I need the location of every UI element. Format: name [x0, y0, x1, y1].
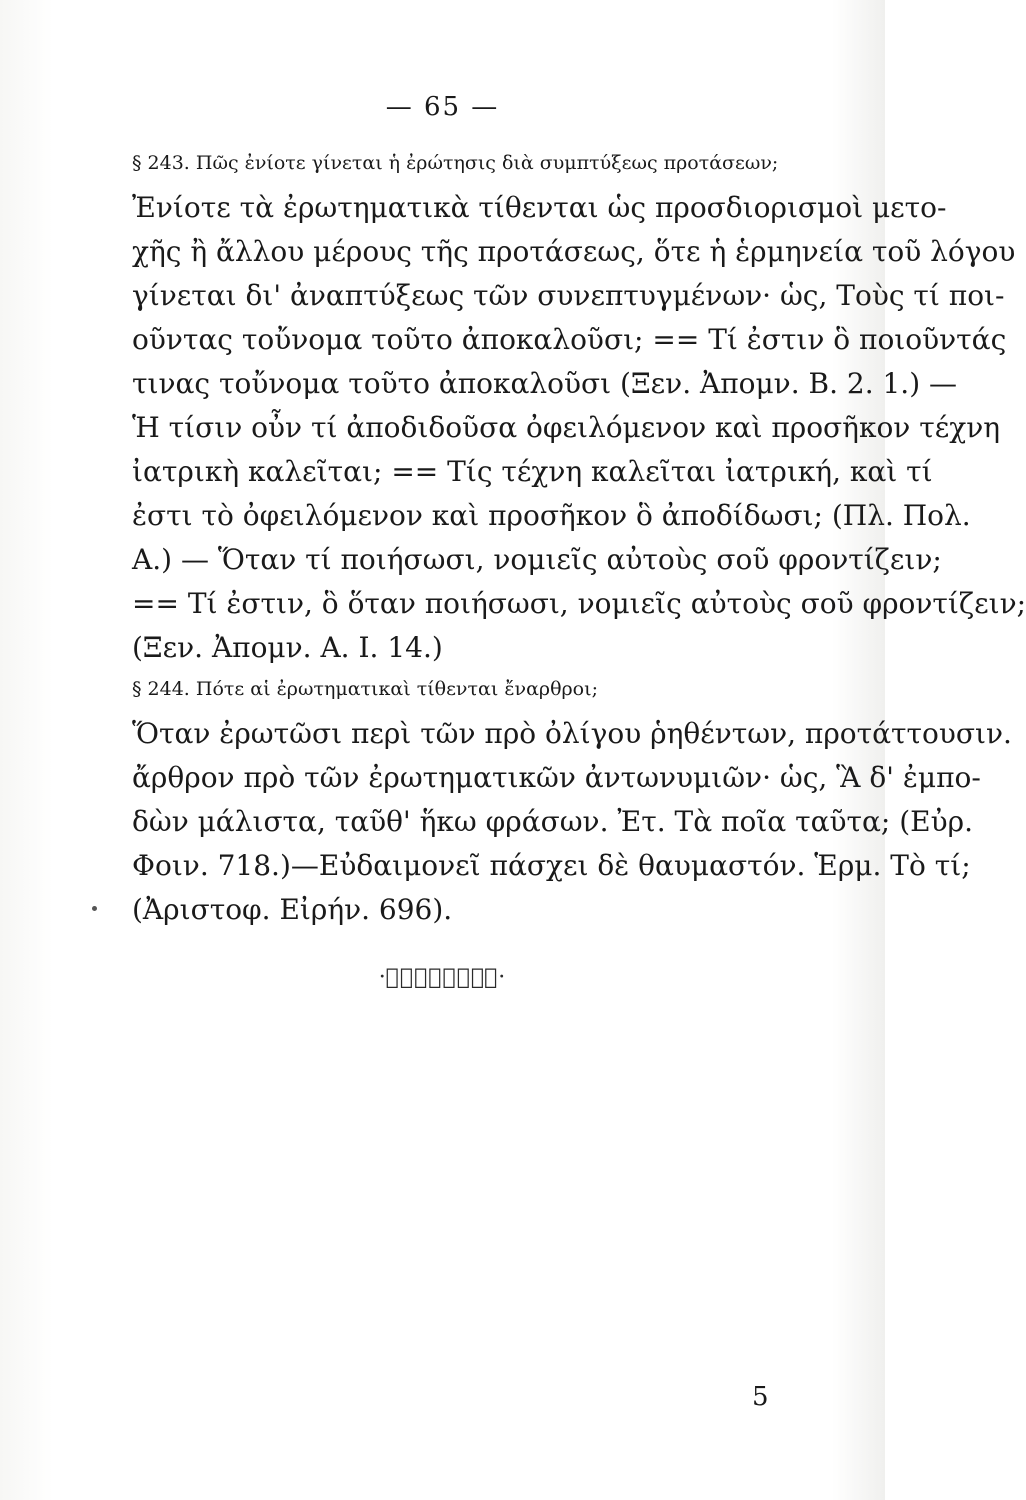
text-line: ἄρθρον πρὸ τῶν ἐρωτηματικῶν ἀντωνυμιῶν· ὡς, Ἃ δ' ἐμπο- — [132, 761, 981, 794]
text-line: (Ἀριστοφ. Εἰρήν. 696). — [132, 893, 453, 926]
text-line: ἰατρικὴ καλεῖται; == Τίς τέχνη καλεῖται ἰατρική, καὶ τί — [132, 455, 933, 488]
text-line: == Τί ἐστιν, ὃ ὅταν ποιήσωσι, νομιεῖς αὐτοὺς σοῦ φροντίζειν; — [132, 587, 1026, 620]
section-paragraph-243 — [132, 186, 1026, 670]
section-heading-243: § 243. Πῶς ἐνίοτε γίνεται ἡ ἐρώτησις διὰ συμπτύξεως προτάσεων; — [132, 152, 779, 174]
ink-dot — [92, 906, 97, 911]
text-line: Ἐνίοτε τὰ ἐρωτηματικὰ τίθενται ὡς προσδιορισμοὶ μετο- — [132, 191, 947, 224]
text-line: γίνεται δι' ἀναπτύξεως τῶν συνεπτυγμένων· ὡς, Τοὺς τί ποι- — [132, 279, 1005, 312]
text-line: τινας τοὔνομα τοῦτο ἀποκαλοῦσι (Ξεν. Ἀπομν. Β. 2. 1.) — — [132, 367, 958, 400]
text-line: δὼν μάλιστα, ταῦθ' ἥκω φράσων. Ἐτ. Τὰ ποῖα ταῦτα; (Εὐρ. — [132, 805, 973, 838]
signature-mark: 5 — [752, 1382, 769, 1412]
section-paragraph-244 — [132, 712, 1012, 932]
text-line: ἐστι τὸ ὀφειλόμενον καὶ προσῆκον ὃ ἀποδίδωσι; (Πλ. Πολ. — [132, 499, 971, 532]
section-heading-244: § 244. Πότε αἱ ἐρωτηματικαὶ τίθενται ἔναρθροι; — [132, 678, 598, 700]
page-body — [132, 148, 1026, 932]
text-line: οῦντας τοὔνομα τοῦτο ἀποκαλοῦσι; == Τί ἐστιν ὃ ποιοῦντάς — [132, 323, 1007, 356]
text-line: Φοιν. 718.)—Εὐδαιμονεῖ πάσχει δὲ θαυμαστόν. Ἑρμ. Τὸ τί; — [132, 849, 971, 882]
page-number: — 65 — — [385, 92, 500, 122]
text-line: Ὅταν ἐρωτῶσι περὶ τῶν πρὸ ὀλίγου ῥηθέντων, προτάττουσιν. — [132, 717, 1012, 750]
text-line: (Ξεν. Ἀπομν. Α. Ι. 14.) — [132, 631, 443, 664]
text-line: Α.) — Ὅταν τί ποιήσωσι, νομιεῖς αὐτοὺς σοῦ φροντίζειν; — [132, 543, 942, 576]
text-line: χῆς ἢ ἄλλου μέρους τῆς προτάσεως, ὅτε ἡ ἑρμηνεία τοῦ λόγου — [132, 235, 1016, 268]
text-line: Ἡ τίσιν οὖν τί ἀποδιδοῦσα ὀφειλόμενον καὶ προσῆκον τέχνη — [132, 411, 1000, 444]
decorative-ornament: ·ঃ≋≋⌸⌸≋≋ঃ· — [378, 965, 507, 990]
